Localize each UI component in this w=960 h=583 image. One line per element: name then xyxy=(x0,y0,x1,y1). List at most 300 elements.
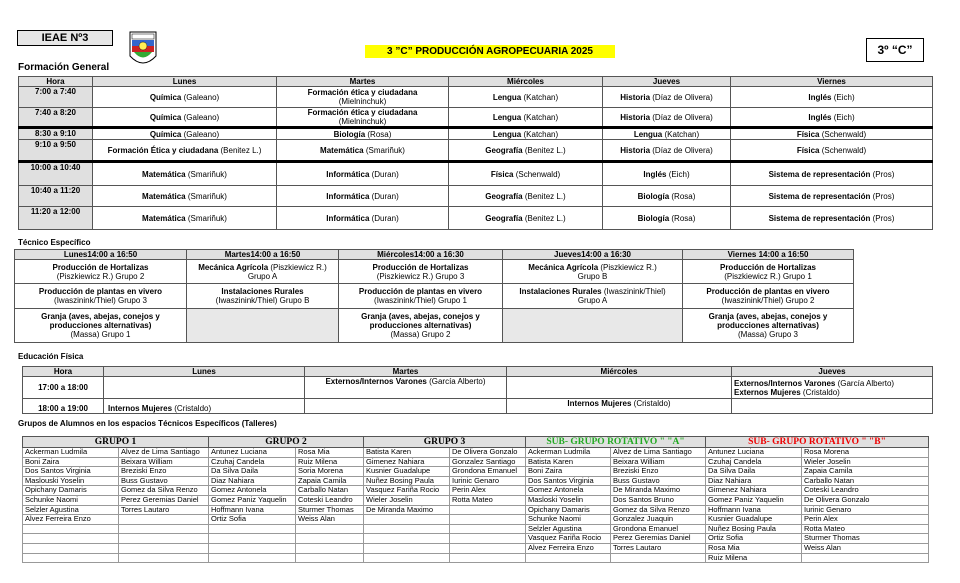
student-name: De Olivera Gonzalo xyxy=(450,448,526,458)
student-name: Ortiz Sofia xyxy=(209,515,296,525)
formacion-row xyxy=(19,108,933,128)
grupo-header: GRUPO 3 xyxy=(364,437,526,448)
student-name: Schunke Naomi xyxy=(23,495,119,505)
formacion-row xyxy=(19,207,933,230)
edfisica-cell xyxy=(732,399,933,414)
hora-cell: 10:40 a 11:20 xyxy=(19,186,93,207)
subject-label: Internos Mujeres xyxy=(108,404,173,413)
teacher-label: (Iwaszinink/Thiel) Grupo 1 xyxy=(374,296,467,305)
schedule-cell xyxy=(603,128,731,140)
grupo-header: SUB- GRUPO ROTATIVO " "B" xyxy=(706,437,929,448)
teacher-label: (Smariñuk) xyxy=(185,191,227,201)
subject-label: Internos Mujeres xyxy=(567,399,632,408)
schedule-cell xyxy=(731,186,933,207)
schedule-cell xyxy=(277,108,449,128)
student-name: Dos Santos Virginia xyxy=(23,467,119,477)
subject-label: Sistema de representación xyxy=(768,191,871,201)
tecnico-row xyxy=(15,309,854,343)
subject-label: Mecánica Agrícola xyxy=(528,262,599,272)
teacher-label: (Rosa) xyxy=(669,213,696,223)
subject-label: Historia xyxy=(620,112,651,122)
teacher-label: (Mielninchuk) xyxy=(338,117,387,126)
subject-label: Química xyxy=(149,112,182,122)
grupo-row xyxy=(23,543,929,553)
teacher-label: (Piszkiewicz R.) Grupo 1 xyxy=(724,271,812,281)
hora-cell: 11:20 a 12:00 xyxy=(19,207,93,230)
grupo-row xyxy=(23,486,929,496)
tecnico-header-row xyxy=(15,250,854,260)
subject-label: Producción de plantas en vivero xyxy=(358,287,483,296)
teacher-label: (Galeano) xyxy=(181,92,220,102)
student-name: Rosa Mia xyxy=(296,448,364,458)
teacher-label: (García Alberto) xyxy=(426,377,486,386)
student-name xyxy=(526,553,611,563)
student-name xyxy=(364,553,450,563)
tecnico-cell xyxy=(15,284,187,309)
tecnico-column-header: Miércoles14:00 a 16:30 xyxy=(339,250,503,260)
grupo-row xyxy=(23,553,929,563)
teacher-label: (Eich) xyxy=(831,112,855,122)
student-name: Gonzalez Santiago xyxy=(450,457,526,467)
student-name: Gomez da Silva Renzo xyxy=(611,505,706,515)
subject-label: Sistema de representación xyxy=(768,169,871,179)
schedule-cell xyxy=(603,87,731,108)
tecnico-title: Técnico Específico xyxy=(18,238,91,247)
teacher-label: (Massa) Grupo 1 xyxy=(70,330,131,339)
formacion-table xyxy=(18,76,933,230)
subject-label: Granja (aves, abejas, conejos y producciones alternativas) xyxy=(708,312,828,330)
subject-label: Mecánica Agrícola xyxy=(198,262,269,272)
schedule-cell xyxy=(731,162,933,186)
student-name xyxy=(119,543,209,553)
schedule-cell xyxy=(93,162,277,186)
student-name xyxy=(23,524,119,534)
teacher-label: (Díaz de Olivera) xyxy=(650,145,713,155)
page-title: 3 ”C” PRODUCCIÓN AGROPECUARIA 2025 xyxy=(365,45,615,58)
grupo-row xyxy=(23,495,929,505)
subject-label: Producción de Hortalizas xyxy=(52,262,149,272)
student-name xyxy=(23,553,119,563)
subject-label: Historia xyxy=(620,92,651,102)
teacher-label: (Galeano) xyxy=(181,129,220,139)
student-name: Gomez Paniz Yaquelin xyxy=(209,495,296,505)
teacher-label: (Schenwald) xyxy=(513,169,561,179)
schedule-cell xyxy=(93,87,277,108)
student-name: Iurinic Genaro xyxy=(450,476,526,486)
tecnico-column-header: Jueves14:00 a 16:30 xyxy=(503,250,683,260)
student-name: Dos Santos Bruno xyxy=(611,495,706,505)
teacher-label: (Cristaldo) xyxy=(631,399,671,408)
grupo-row xyxy=(23,457,929,467)
edfisica-column-header: Jueves xyxy=(732,367,933,377)
schedule-cell xyxy=(93,186,277,207)
subject-label: Instalaciones Rurales xyxy=(221,287,304,296)
student-name: Perez Geremias Daniel xyxy=(119,495,209,505)
teacher-label: (Massa) Grupo 2 xyxy=(390,330,451,339)
teacher-label: (Katchan) xyxy=(521,129,559,139)
grupos-table xyxy=(22,436,929,563)
student-name xyxy=(119,534,209,544)
tecnico-cell xyxy=(15,309,187,343)
teacher-label: (Piszkiewicz R.) xyxy=(598,262,657,272)
schedule-cell xyxy=(731,140,933,162)
student-name xyxy=(119,515,209,525)
teacher-label: (Benitez L.) xyxy=(522,191,566,201)
tecnico-cell xyxy=(683,309,854,343)
teacher-label: (Díaz de Olivera) xyxy=(650,112,713,122)
subject-label: Matemática xyxy=(142,169,186,179)
hora-cell: 17:00 a 18:00 xyxy=(23,377,104,399)
grupo-row xyxy=(23,524,929,534)
teacher-label: (Galeano) xyxy=(181,112,220,122)
student-name xyxy=(364,543,450,553)
teacher-label: (Duran) xyxy=(369,169,399,179)
schedule-cell xyxy=(449,140,603,162)
student-name: Sturmer Thomas xyxy=(296,505,364,515)
schedule-cell xyxy=(93,108,277,128)
subject-label: Geografía xyxy=(485,145,523,155)
schedule-cell xyxy=(731,108,933,128)
teacher-label: (Massa) Grupo 3 xyxy=(737,330,799,339)
tecnico-cell xyxy=(503,309,683,343)
formacion-row xyxy=(19,162,933,186)
student-name xyxy=(23,534,119,544)
subject-label: Geografía xyxy=(485,213,523,223)
edfisica-column-header: Hora xyxy=(23,367,104,377)
teacher-label: (Piszkiewicz R.) Grupo 3 xyxy=(376,271,465,281)
student-name: Gomez Antonela xyxy=(209,486,296,496)
schedule-cell xyxy=(603,140,731,162)
schedule-cell xyxy=(449,108,603,128)
student-name: Kusnier Guadalupe xyxy=(706,515,802,525)
tecnico-cell xyxy=(187,260,339,284)
edfisica-title: Educación Física xyxy=(18,352,84,361)
schedule-cell xyxy=(731,128,933,140)
schedule-cell xyxy=(449,186,603,207)
student-name: Nuñez Bosing Paula xyxy=(364,476,450,486)
student-name: Gonzalez Juaquin xyxy=(611,515,706,525)
teacher-label: (Benitez L.) xyxy=(522,145,566,155)
subject-label: Producción de Hortalizas xyxy=(719,262,817,272)
subject-label: Biología xyxy=(333,129,366,139)
schedule-cell xyxy=(277,186,449,207)
student-name: Iurinic Genaro xyxy=(802,505,929,515)
teacher-label: (Benitez L.) xyxy=(218,145,262,155)
subject-label: Formación Ética y ciudadana xyxy=(107,145,219,155)
student-name xyxy=(450,515,526,525)
group-label: Grupo B xyxy=(577,271,608,281)
schedule-cell xyxy=(93,128,277,140)
student-name: Selzler Agustina xyxy=(23,505,119,515)
student-name: Boni Zaira xyxy=(526,467,611,477)
formacion-row xyxy=(19,87,933,108)
student-name: Zapaia Camila xyxy=(802,467,929,477)
teacher-label: (Iwaszinink/Thiel) xyxy=(601,287,666,296)
student-name: Hoffmann Ivana xyxy=(209,505,296,515)
formacion-row xyxy=(19,186,933,207)
tecnico-cell xyxy=(503,260,683,284)
tecnico-column-header: Viernes 14:00 a 16:50 xyxy=(683,250,854,260)
teacher-label: (Piszkiewicz R.) xyxy=(268,262,327,272)
teacher-label: (García Alberto) xyxy=(835,378,895,388)
student-name: Opichany Damaris xyxy=(526,505,611,515)
subject-label: Producción de Hortalizas xyxy=(372,262,469,272)
subject-label: Química xyxy=(149,129,182,139)
schedule-cell xyxy=(277,87,449,108)
tecnico-cell xyxy=(339,309,503,343)
student-name: Buss Gustavo xyxy=(611,476,706,486)
grupo-row xyxy=(23,476,929,486)
student-name: Czuhaj Candela xyxy=(209,457,296,467)
formacion-column-header: Miércoles xyxy=(449,77,603,87)
student-name xyxy=(209,534,296,544)
student-name: Alvez de Lima Santiago xyxy=(611,448,706,458)
edfisica-column-header: Miércoles xyxy=(507,367,732,377)
tecnico-table xyxy=(14,249,854,343)
student-name: Alvez de Lima Santiago xyxy=(119,448,209,458)
student-name: Perez Geremias Daniel xyxy=(611,534,706,544)
grupo-row xyxy=(23,448,929,458)
formacion-column-header: Hora xyxy=(19,77,93,87)
student-name xyxy=(364,524,450,534)
student-name: Carballo Natan xyxy=(296,486,364,496)
teacher-label: (Katchan) xyxy=(521,112,559,122)
teacher-label: (Iwaszinink/Thiel) Grupo 3 xyxy=(54,296,147,305)
student-name: Beixara William xyxy=(611,457,706,467)
tecnico-cell xyxy=(187,309,339,343)
formacion-header-row xyxy=(19,77,933,87)
student-name: Sturmer Thomas xyxy=(802,534,929,544)
tecnico-cell xyxy=(683,260,854,284)
teacher-label: (Benitez L.) xyxy=(522,213,566,223)
schedule-cell xyxy=(277,128,449,140)
teacher-label: (Smariñuk) xyxy=(363,145,405,155)
student-name xyxy=(450,553,526,563)
schedule-cell xyxy=(277,162,449,186)
schedule-cell xyxy=(603,207,731,230)
tecnico-cell xyxy=(503,284,683,309)
student-name: Kusnier Guadalupe xyxy=(364,467,450,477)
student-name: Gomez Paniz Yaquelin xyxy=(706,495,802,505)
grupo-header: GRUPO 1 xyxy=(23,437,209,448)
student-name xyxy=(450,534,526,544)
student-name xyxy=(296,553,364,563)
subject-label: Inglés xyxy=(643,169,667,179)
student-name: Zapaia Camila xyxy=(296,476,364,486)
student-name xyxy=(450,524,526,534)
student-name: Masloski Yoselin xyxy=(526,495,611,505)
schedule-cell xyxy=(277,140,449,162)
hora-cell: 7:40 a 8:20 xyxy=(19,108,93,128)
student-name xyxy=(364,534,450,544)
teacher-label: (Cristaldo) xyxy=(800,387,840,397)
teacher-label: (Duran) xyxy=(369,213,399,223)
subject-label: Física xyxy=(796,145,820,155)
schedule-cell xyxy=(603,162,731,186)
subject-label: Informática xyxy=(326,191,370,201)
student-name: Beixara William xyxy=(119,457,209,467)
subject-label: Química xyxy=(149,92,182,102)
school-logo xyxy=(128,30,158,70)
tecnico-cell xyxy=(339,260,503,284)
subject-label: Formación ética y ciudadana xyxy=(307,108,418,117)
grupos-header-row xyxy=(23,437,929,448)
subject-label: Producción de plantas en vivero xyxy=(38,287,163,296)
teacher-label: (Schenwald) xyxy=(819,145,867,155)
teacher-label: (Eich) xyxy=(831,92,855,102)
subject-label: Biología xyxy=(637,213,670,223)
student-name: Vasquez Fariña Rocio xyxy=(364,486,450,496)
student-name: Weiss Alan xyxy=(296,515,364,525)
teacher-label: (Iwaszinink/Thiel) Grupo B xyxy=(215,296,310,305)
subject-label: Inglés xyxy=(808,112,832,122)
student-name: Antunez Luciana xyxy=(706,448,802,458)
subject-label: Informática xyxy=(326,213,370,223)
student-name: Alvez Ferreira Enzo xyxy=(526,543,611,553)
teacher-label: (Piszkiewicz R.) Grupo 2 xyxy=(56,271,145,281)
schedule-cell xyxy=(449,128,603,140)
student-name: Torres Lautaro xyxy=(611,543,706,553)
student-name: Ortiz Sofia xyxy=(706,534,802,544)
student-name: Perin Alex xyxy=(802,515,929,525)
hora-cell: 10:00 a 10:40 xyxy=(19,162,93,186)
edfisica-column-header: Martes xyxy=(305,367,507,377)
edfisica-cell xyxy=(507,399,732,414)
subject-label: Historia xyxy=(620,145,651,155)
tecnico-row xyxy=(15,284,854,309)
schedule-cell xyxy=(449,207,603,230)
group-label: Grupo A xyxy=(577,296,608,305)
subject-label: Producción de plantas en vivero xyxy=(706,287,830,296)
schedule-cell xyxy=(277,207,449,230)
student-name: Diaz Nahiara xyxy=(209,476,296,486)
student-name: Opichany Damaris xyxy=(23,486,119,496)
subject-label: Matemática xyxy=(320,145,364,155)
student-name xyxy=(802,553,929,563)
student-name: Batista Karen xyxy=(364,448,450,458)
subject-label: Lengua xyxy=(492,92,522,102)
schedule-cell xyxy=(449,162,603,186)
formacion-row xyxy=(19,140,933,162)
hora-cell: 18:00 a 19:00 xyxy=(23,399,104,414)
student-name: Selzler Agustina xyxy=(526,524,611,534)
student-name: Rotta Mateo xyxy=(802,524,929,534)
student-name xyxy=(296,524,364,534)
student-name: Maslouski Yoselin xyxy=(23,476,119,486)
schedule-cell xyxy=(731,87,933,108)
schedule-cell xyxy=(449,87,603,108)
student-name: Antunez Luciana xyxy=(209,448,296,458)
student-name: Nuñez Bosing Paula xyxy=(706,524,802,534)
tecnico-column-header: Lunes14:00 a 16:50 xyxy=(15,250,187,260)
teacher-label: (Cristaldo) xyxy=(172,404,212,413)
edfisica-cell xyxy=(732,377,933,399)
subject-label: Física xyxy=(796,129,820,139)
formacion-column-header: Jueves xyxy=(603,77,731,87)
group-label: Grupo A xyxy=(247,271,278,281)
formacion-row xyxy=(19,128,933,140)
subject-label: Geografía xyxy=(485,191,523,201)
schedule-cell xyxy=(93,207,277,230)
student-name: Hoffmann Ivana xyxy=(706,505,802,515)
student-name: Wieler Joselin xyxy=(802,457,929,467)
teacher-label: (Katchan) xyxy=(521,92,559,102)
student-name: Da Silva Daila xyxy=(209,467,296,477)
grupo-row xyxy=(23,515,929,525)
student-name xyxy=(364,515,450,525)
edfisica-header-row xyxy=(23,367,933,377)
edfisica-row xyxy=(23,399,933,414)
student-name: Wieler Joselin xyxy=(364,495,450,505)
tecnico-row xyxy=(15,260,854,284)
grupo-row xyxy=(23,467,929,477)
hora-cell: 9:10 a 9:50 xyxy=(19,140,93,162)
student-name: Da Silva Daila xyxy=(706,467,802,477)
student-name xyxy=(450,543,526,553)
hora-cell: 8:30 a 9:10 xyxy=(19,128,93,140)
subject-label: Externos/Internos Varones xyxy=(734,378,836,388)
student-name xyxy=(23,543,119,553)
subject-label: Sistema de representación xyxy=(768,213,871,223)
student-name: Breziski Enzo xyxy=(119,467,209,477)
student-name: Batista Karen xyxy=(526,457,611,467)
edfisica-cell xyxy=(305,377,507,399)
student-name: Coteski Leandro xyxy=(802,486,929,496)
student-name: Gomez Antonela xyxy=(526,486,611,496)
student-name: Torres Lautaro xyxy=(119,505,209,515)
student-name: Czuhaj Candela xyxy=(706,457,802,467)
student-name: Rosa Mia xyxy=(706,543,802,553)
teacher-label: (Eich) xyxy=(666,169,690,179)
subject-label: Informática xyxy=(326,169,370,179)
student-name: Carballo Natan xyxy=(802,476,929,486)
teacher-label: (Pros) xyxy=(870,191,895,201)
edfisica-cell xyxy=(507,377,732,399)
subject-label: Externos Mujeres xyxy=(734,387,801,397)
student-name: Perin Alex xyxy=(450,486,526,496)
subject-label: Granja (aves, abejas, conejos y producciones alternativas) xyxy=(361,312,480,330)
teacher-label: (Rosa) xyxy=(365,129,392,139)
student-name: De Olivera Gonzalo xyxy=(802,495,929,505)
teacher-label: (Smariñuk) xyxy=(185,213,227,223)
edfisica-cell xyxy=(104,377,305,399)
student-name: Rotta Mateo xyxy=(450,495,526,505)
teacher-label: (Katchan) xyxy=(662,129,700,139)
student-name: Grondona Emanuel xyxy=(611,524,706,534)
subject-label: Granja (aves, abejas, conejos y producciones alternativas) xyxy=(41,312,160,330)
student-name: Alvez Ferreira Enzo xyxy=(23,515,119,525)
student-name xyxy=(296,543,364,553)
grupo-header: SUB- GRUPO ROTATIVO " "A" xyxy=(526,437,706,448)
course-label: 3º “C” xyxy=(866,38,924,62)
subject-label: Matemática xyxy=(142,213,186,223)
schedule-cell xyxy=(731,207,933,230)
student-name xyxy=(209,553,296,563)
student-name xyxy=(450,505,526,515)
student-name: Gimenez Nahiara xyxy=(364,457,450,467)
student-name: Ruiz Milena xyxy=(706,553,802,563)
teacher-label: (Smariñuk) xyxy=(185,169,227,179)
subject-label: Lengua xyxy=(492,129,522,139)
student-name: Schunke Naomi xyxy=(526,515,611,525)
edfisica-table xyxy=(22,366,933,414)
tecnico-cell xyxy=(339,284,503,309)
student-name: Boni Zaira xyxy=(23,457,119,467)
hora-cell: 7:00 a 7:40 xyxy=(19,87,93,108)
teacher-label: (Schenwald) xyxy=(819,129,867,139)
subject-label: Formación ética y ciudadana xyxy=(307,88,418,97)
teacher-label: (Pros) xyxy=(870,169,895,179)
